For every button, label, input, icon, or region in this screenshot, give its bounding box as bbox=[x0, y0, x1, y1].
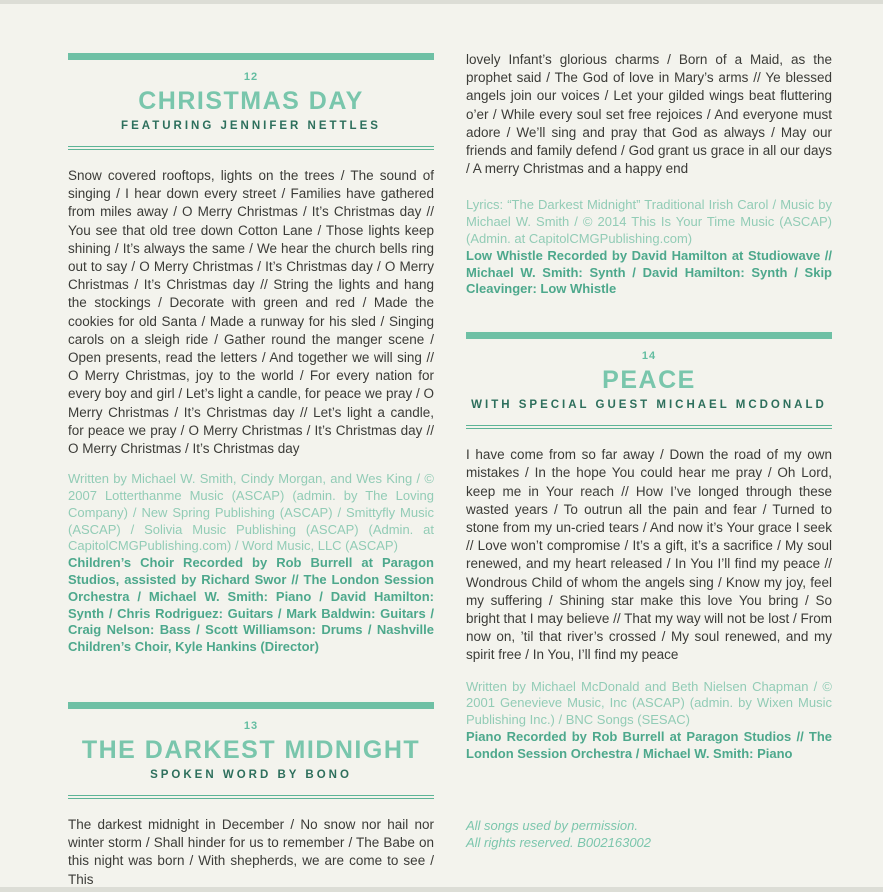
track-title: CHRISTMAS DAY bbox=[138, 87, 364, 115]
track-number: 14 bbox=[641, 350, 657, 363]
accent-bar bbox=[466, 332, 832, 339]
double-rule bbox=[466, 425, 832, 429]
page-top-edge bbox=[0, 0, 883, 4]
track-13-lyrics-part2: lovely Infant’s glorious charms / Born of a Maid, as the prophet said / The God of love in Mary’s arms // Ye blessed angels join our voices / Let your gilded wings beat fluttering o’er / While every soul set free rejoices / And everyone must adore / We’ll sing and pray that God as always / May our friends and family defend / God grant us grace in all our days / A merry Christmas and a happy end bbox=[466, 52, 832, 177]
page-bottom-edge bbox=[0, 887, 883, 892]
track-14-lyrics: I have come from so far away / Down the road of my own mistakes / In the hope You could hear me pray / Oh Lord, keep me in Your reach // How I’ve longed through these wasted years / To outrun all the pain and fear / Turned to stone from my un-cried tears / And now it’s Your grace I seek // Love won’t compromise / It’s a gift, it’s a sacrifice / My soul renewed, and my heart released / In You I’ll find my peace // Wondrous Child of whom the angels sing / Know my joy, feel my suffering / Shining star make this love You bring / So bright that I may believe // That my way will not be lost / From now on, ’til that river’s crossed / My soul renewed, and my spirit free / In You, I’ll find my peace bbox=[466, 447, 832, 663]
accent-bar bbox=[68, 53, 434, 60]
track-12-writer-credits: Written by Michael W. Smith, Cindy Morgan, and Wes King / © 2007 Lotterthanme Music (ASCAP) (admin. by The Loving Company) / New Spring Publishing (ASCAP) / Smittyfly Music (ASCAP) / Solivia Music Publishing (ASCAP) (Admin. at CapitolCMGPublishing.com) / Word Music, LLC (ASCAP) bbox=[68, 471, 434, 554]
double-rule bbox=[68, 146, 434, 150]
rights-notice bbox=[466, 817, 832, 851]
track-13-header bbox=[68, 702, 434, 799]
double-rule bbox=[68, 795, 434, 799]
track-subtitle: WITH SPECIAL GUEST MICHAEL MCDONALD bbox=[471, 399, 827, 412]
track-12-header bbox=[68, 53, 434, 150]
track-12-lyrics: Snow covered rooftops, lights on the trees / The sound of singing / I hear down every street / Families have gathered from miles away / O Merry Christmas / It’s Christmas day // You see that old tree down Cotton Lane / Those lights keep shining / It’s always the same / We hear the church bells ring out to say / O Merry Christmas / It’s Christmas day / O Merry Christmas / It’s Christmas day // String the lights and hang the stockings / Decorate with green and red / Made the cookies for old Santa / Made a runway for his sled / Singing carols on a sleigh ride / Gather round the manger scene / Open presents, read the letters / And together we will sing // O Merry Christmas, joy to the world / For every nation for every boy and girl / Let’s light a candle, for peace we pray / O Merry Christmas / It’s Christmas day // Let’s light a candle, for peace we pray / O Merry Christmas / It’s Christmas day // O Merry Christmas / It’s Christmas day bbox=[68, 168, 434, 457]
track-number: 13 bbox=[243, 720, 259, 733]
track-14-header bbox=[466, 332, 832, 429]
right-column bbox=[466, 51, 832, 851]
accent-bar bbox=[68, 702, 434, 709]
track-number: 12 bbox=[243, 71, 259, 83]
track-14-writer-credits: Written by Michael McDonald and Beth Nielsen Chapman / © 2001 Genevieve Music, Inc (ASCAP) (admin. by Wixen Music Publishing Inc.) / BNC Songs (SESAC) bbox=[466, 678, 832, 728]
track-13-writer-credits: Lyrics: “The Darkest Midnight” Traditional Irish Carol / Music by Michael W. Smith / © 2014 This Is Your Time Music (ASCAP) (Admin. at CapitolCMGPublishing.com) bbox=[466, 197, 832, 247]
track-title: PEACE bbox=[602, 366, 696, 395]
permission-line: All songs used by permission. bbox=[466, 817, 638, 833]
track-14-production-credits: Piano Recorded by Rob Burrell at Paragon Studios // The London Session Orchestra / Michael W. Smith: Piano bbox=[466, 729, 832, 761]
track-subtitle: SPOKEN WORD BY BONO bbox=[150, 769, 352, 782]
track-title: THE DARKEST MIDNIGHT bbox=[81, 736, 421, 765]
track-13-lyrics-part1: The darkest midnight in December / No snow nor hail nor winter storm / Shall hinder for us to remember / The Babe on this night was born / With shepherds, we are come to see / This bbox=[68, 817, 434, 887]
track-13-production-credits: Low Whistle Recorded by David Hamilton at Studiowave // Michael W. Smith: Synth / David Hamilton: Synth / Skip Cleavinger: Low Whistle bbox=[466, 247, 832, 297]
catalog-number-line: All rights reserved. B002163002 bbox=[466, 834, 652, 850]
left-column bbox=[68, 53, 434, 889]
track-12-production-credits: Children’s Choir Recorded by Rob Burrell at Paragon Studios, assisted by Richard Swor // The London Session Orchestra / Michael W. Smith: Piano / David Hamilton: Synth / Chris Rodriguez: Guitars / Mark Baldwin: Guitars / Craig Nelson: Bass / Scott Williamson: Drums / Nashville Children’s Choir, Kyle Hankins (Director) bbox=[68, 555, 434, 655]
track-subtitle: FEATURING JENNIFER NETTLES bbox=[121, 120, 381, 132]
